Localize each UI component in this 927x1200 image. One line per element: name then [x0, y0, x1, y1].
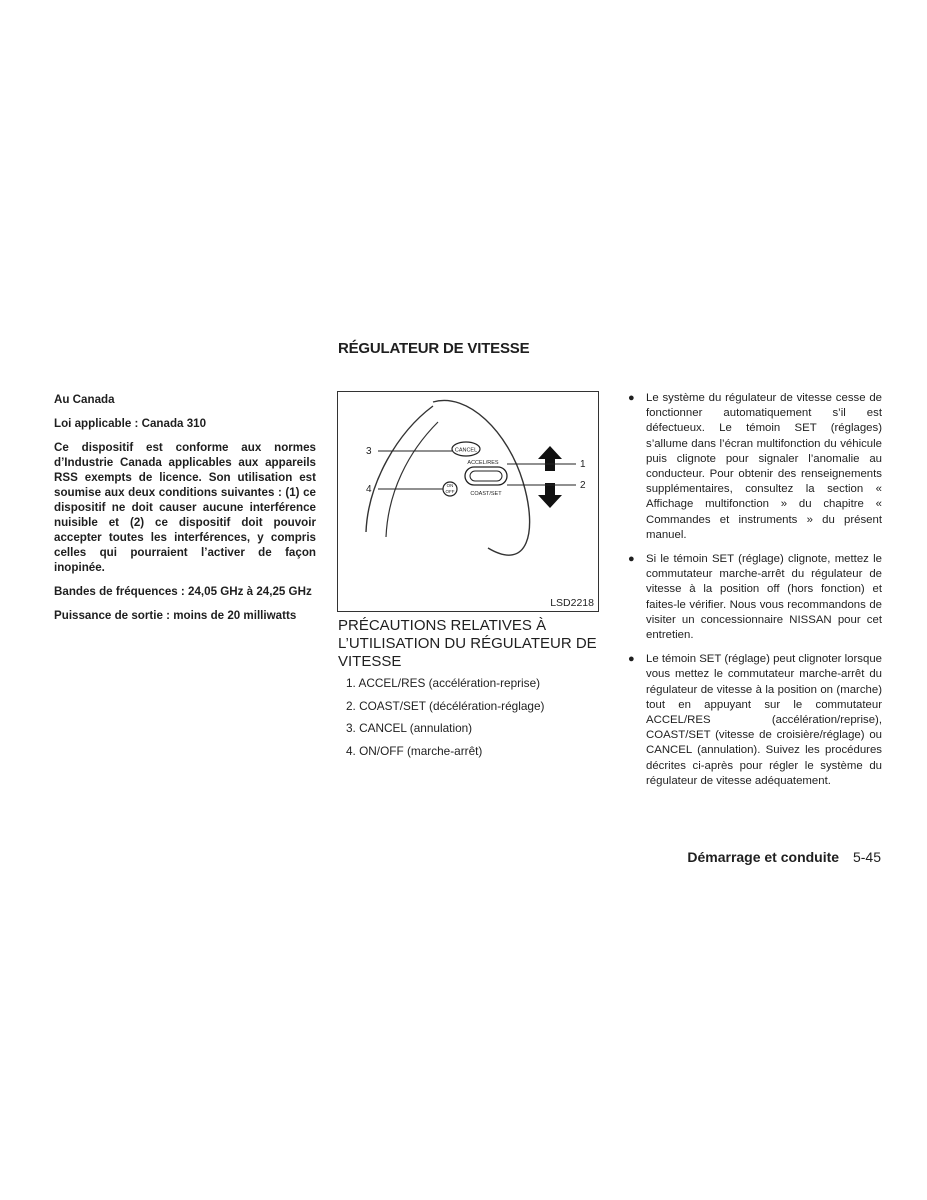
steering-wheel-switch-illustration — [338, 392, 598, 611]
bullet-text: Le système du régulateur de vitesse cesse de fonctionner automatiquement s’il est défectueux. Le témoin SET (réglages) s’allume dans l’écran multifonction du véhicule puis clignote pour signaler l’anomalie au conducteur. Pour obtenir des renseignements supplémentaires, consultez la section « Affichage multifonction » du chapitre « Commandes et instruments » du présent manuel. — [646, 392, 882, 541]
accel-res-switch-label: ACCEL/RES — [467, 460, 499, 466]
left-paragraph: Bandes de fréquences : 24,05 GHz à 24,25 GHz — [54, 585, 312, 598]
legend-item: 4. ON/OFF (marche-arrêt) — [346, 743, 483, 758]
page-footer — [687, 849, 881, 865]
bullet-icon: ● — [628, 392, 635, 404]
up-arrow-icon — [538, 446, 562, 471]
bullet-icon: ● — [628, 653, 635, 666]
on-switch-label: ON — [446, 483, 454, 488]
legend-item: 3. CANCEL (annulation) — [346, 721, 473, 735]
callout-1: 1 — [580, 459, 586, 470]
footer-section-name: Démarrage et conduite — [687, 849, 840, 865]
section-title: RÉGULATEUR DE VITESSE — [338, 340, 530, 357]
callout-2: 2 — [580, 480, 586, 491]
bullet-icon: ● — [628, 553, 635, 566]
left-paragraph: Loi applicable : Canada 310 — [54, 417, 207, 430]
left-paragraph: Puissance de sortie : moins de 20 milliwatts — [54, 609, 297, 622]
figure-legend — [346, 676, 544, 766]
bullet-item — [628, 391, 882, 543]
cruise-control-figure — [337, 391, 599, 612]
cancel-switch-label: CANCEL — [454, 447, 478, 454]
legend-item: 1. ACCEL/RES (accélération-reprise) — [346, 676, 541, 690]
left-column — [54, 392, 316, 632]
page-number: 5-45 — [852, 849, 881, 865]
left-paragraph: Ce dispositif est conforme aux normes d’Industrie Canada applicables aux appareils RSS exempts de licence. Son utilisation est soumise aux deux conditions suivantes : (1) ce dispositif ne doit causer aucune interférence nuisible et (2) ce dispositif doit pouvoir accepter toutes les interférences, y compris celles qui pourraient l’activer de façon inopinée. — [54, 441, 316, 574]
down-arrow-icon — [538, 483, 562, 508]
right-column — [628, 391, 882, 798]
wheel-rim-inner — [386, 422, 438, 537]
callout-4: 4 — [366, 484, 372, 495]
accel-coast-switch-shape — [465, 467, 507, 485]
bullet-text: Si le témoin SET (réglage) clignote, mettez le commutateur marche-arrêt du régulateur de vitesse à la position off (hors fonction) et faites-le vérifier. Nous vous recommandons de visiter un concessionnaire NISSAN pour cet entretien. — [646, 553, 882, 642]
callout-3: 3 — [366, 446, 372, 457]
bullet-item — [628, 552, 882, 643]
precautions-heading: PRÉCAUTIONS RELATIVES À L’UTILISATION DU RÉGULATEUR DE VITESSE — [338, 617, 597, 670]
off-switch-label: OFF — [445, 489, 455, 494]
figure-code: LSD2218 — [550, 597, 594, 609]
bullet-text: Le témoin SET (réglage) peut clignoter lorsque vous mettez le commutateur marche-arrêt du régulateur de vitesse à la position on (marche) tout en appuyant sur le commutateur ACCEL/RES (accélération/reprise), COAST/SET (vitesse de croisière/réglage) ou CANCEL (annulation). Suivez les procédures décrites ci-après pour régler le système du régulateur de vitesse adéquatement. — [646, 653, 882, 787]
coast-set-switch-label: COAST/SET — [470, 491, 502, 497]
bullet-item — [628, 652, 882, 789]
legend-item: 2. COAST/SET (décélération-réglage) — [346, 698, 545, 713]
left-paragraph: Au Canada — [54, 393, 115, 406]
wheel-rim-outline — [366, 406, 433, 532]
